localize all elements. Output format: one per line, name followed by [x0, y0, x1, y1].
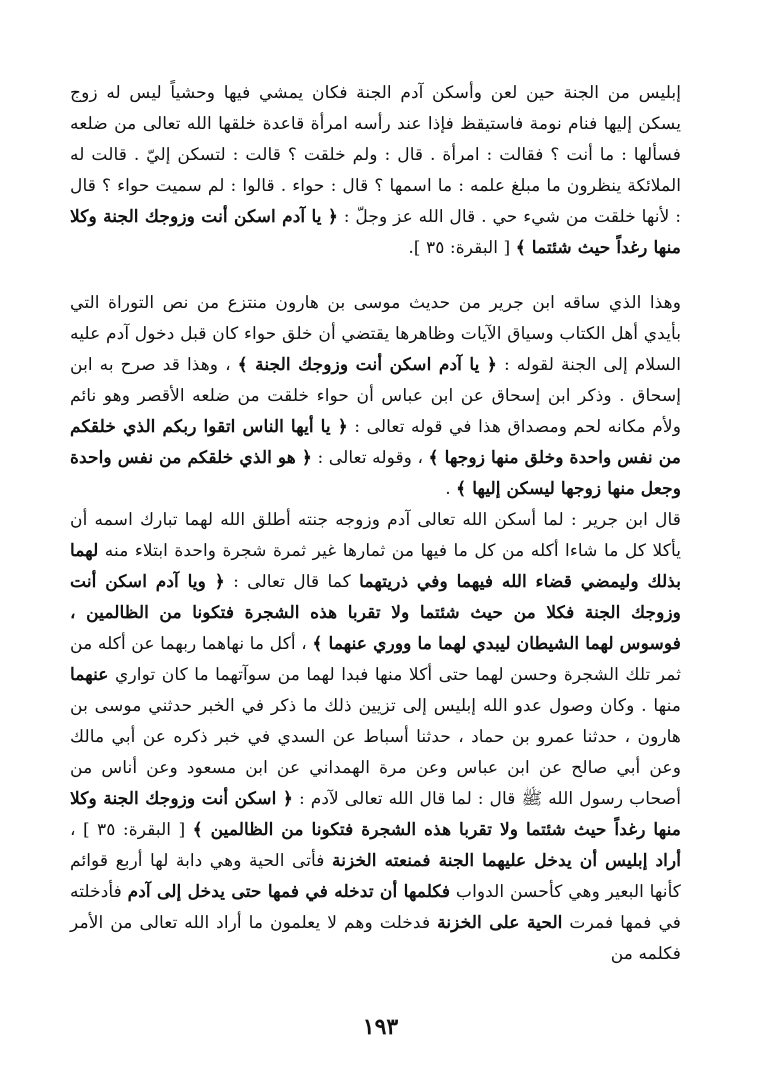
quoted-text: عنهما: [70, 665, 109, 685]
body-text: قال ابن جرير : لما أسكن الله تعالى آدم وزوجه جنته أطلق الله لهما تبارك اسمه أن يأكلا كل ما شاءا أكله من كل ما فيها من ثمارها غير ثمرة شجرة واحدة ابتلاء منه: [70, 510, 681, 561]
body-text: .: [445, 479, 457, 499]
body-text: فأدخلته في فمها فمرت: [70, 882, 681, 933]
body-text: [ البقرة: ٣٥ ] ،: [70, 820, 193, 840]
page-body: [70, 78, 681, 970]
body-text: فدخلت وهم لا يعلمون ما أراد الله تعالى من الأمر فكلمه من: [70, 913, 681, 964]
body-text: [ البقرة: ٣٥ ].: [408, 238, 516, 258]
quoted-text: ﴿ يا آدم اسكن أنت وزوجك الجنة ﴾: [237, 355, 497, 375]
quoted-text: أراد إبليس أن يدخل عليهما الجنة فمنعته الخزنة: [331, 851, 681, 871]
body-text: وهذا الذي ساقه ابن جرير من حديث موسى بن هارون منتزع من نص التوراة التي بأيدي أهل الكتاب وسياق الآيات وظاهرها يقتضي أن خلق حواء كان قبل دخول آدم عليه السلام إلى الجنة لقوله :: [70, 293, 681, 375]
quoted-text: ﴿ يا أيها الناس اتقوا ربكم الذي خلقكم من نفس واحدة وخلق منها زوجها ﴾: [70, 417, 682, 468]
body-text: إبليس من الجنة حين لعن وأسكن آدم الجنة فكان يمشي فيها وحشياً ليس له زوج يسكن إليها فنام نومة فاستيقظ فإذا عند رأسه امرأة قاعدة خلقها الله تعالى من ضلعه فسألها : ما أنت ؟ فقالت : امرأة . قال : ولم خلقت ؟ قالت : لتسكن إليّ . قالت له الملائكة ينظرون ما مبلغ علمه : ما اسمها ؟ قال : حواء . قالوا : لم سميت حواء ؟ قال : لأنها خلقت من شيء حي . قال الله عز وجلّ :: [70, 83, 681, 227]
quoted-text: فكلمها أن تدخله في فمها حتى يدخل إلى آدم: [127, 882, 451, 902]
body-text: ، وهذا قد صرح به ابن إسحاق . وذكر ابن إسحاق عن ابن عباس أن حواء خلقت من ضلعه الأقصر وهو نائم ولأم مكانه لحم ومصداق هذا في قوله تعالى :: [70, 355, 681, 437]
quoted-text: ﴿ هو الذي خلقكم من نفس واحدة وجعل منها زوجها ليسكن إليها ﴾: [70, 448, 681, 499]
quoted-text: ﴿ ويا آدم اسكن أنت وزوجك الجنة فكلا من حيث شئتما ولا تقربا هذه الشجرة فتكونا من الظالمين ، فوسوس لهما الشيطان ليبدي لهما ما ووري عنهما ﴾: [70, 572, 681, 654]
page-number: ١٩٣: [362, 1014, 399, 1040]
paragraph: [70, 505, 681, 970]
quoted-text: ﴿ يا آدم اسكن أنت وزوجك الجنة وكلا منها رغداً حيث شئتما ﴾: [70, 207, 681, 258]
quoted-text: لهما بذلك وليمضي قضاء الله فيهما وفي ذريتهما: [70, 541, 681, 592]
paragraph: [70, 78, 681, 264]
body-text: منها . وكان وصول عدو الله إبليس إلى تزيين ذلك ما ذكر في الخبر حدثني موسى بن هارون ، حدثنا عمرو بن حماد ، حدثنا أسباط عن السدي في خبر ذكره عن أبي مالك وعن أبي صالح عن ابن عباس وعن مرة الهمداني عن ابن مسعود وعن أناس من أصحاب رسول الله ﷺ قال : لما قال الله تعالى لآدم :: [70, 696, 681, 809]
quoted-text: الحية على الخزنة: [437, 913, 563, 933]
quoted-text: ﴿ اسكن أنت وزوجك الجنة وكلا منها رغداً حيث شئتما ولا تقربا هذه الشجرة فتكونا من الظالمين ﴾: [70, 789, 681, 840]
body-text: ، وقوله تعالى :: [311, 448, 429, 468]
paragraph: [70, 288, 681, 505]
body-text: فأتى الحية وهي دابة لها أربع قوائم كأنها البعير وهي كأحسن الدواب: [70, 851, 681, 902]
body-text: ، أكل ما نهاهما ربهما عن أكله من ثمر تلك الشجرة وحسن لهما حتى أكلا منها فبدا لهما من سوآتهما ما كان تواري: [70, 634, 681, 685]
body-text: كما قال تعالى :: [224, 572, 360, 592]
